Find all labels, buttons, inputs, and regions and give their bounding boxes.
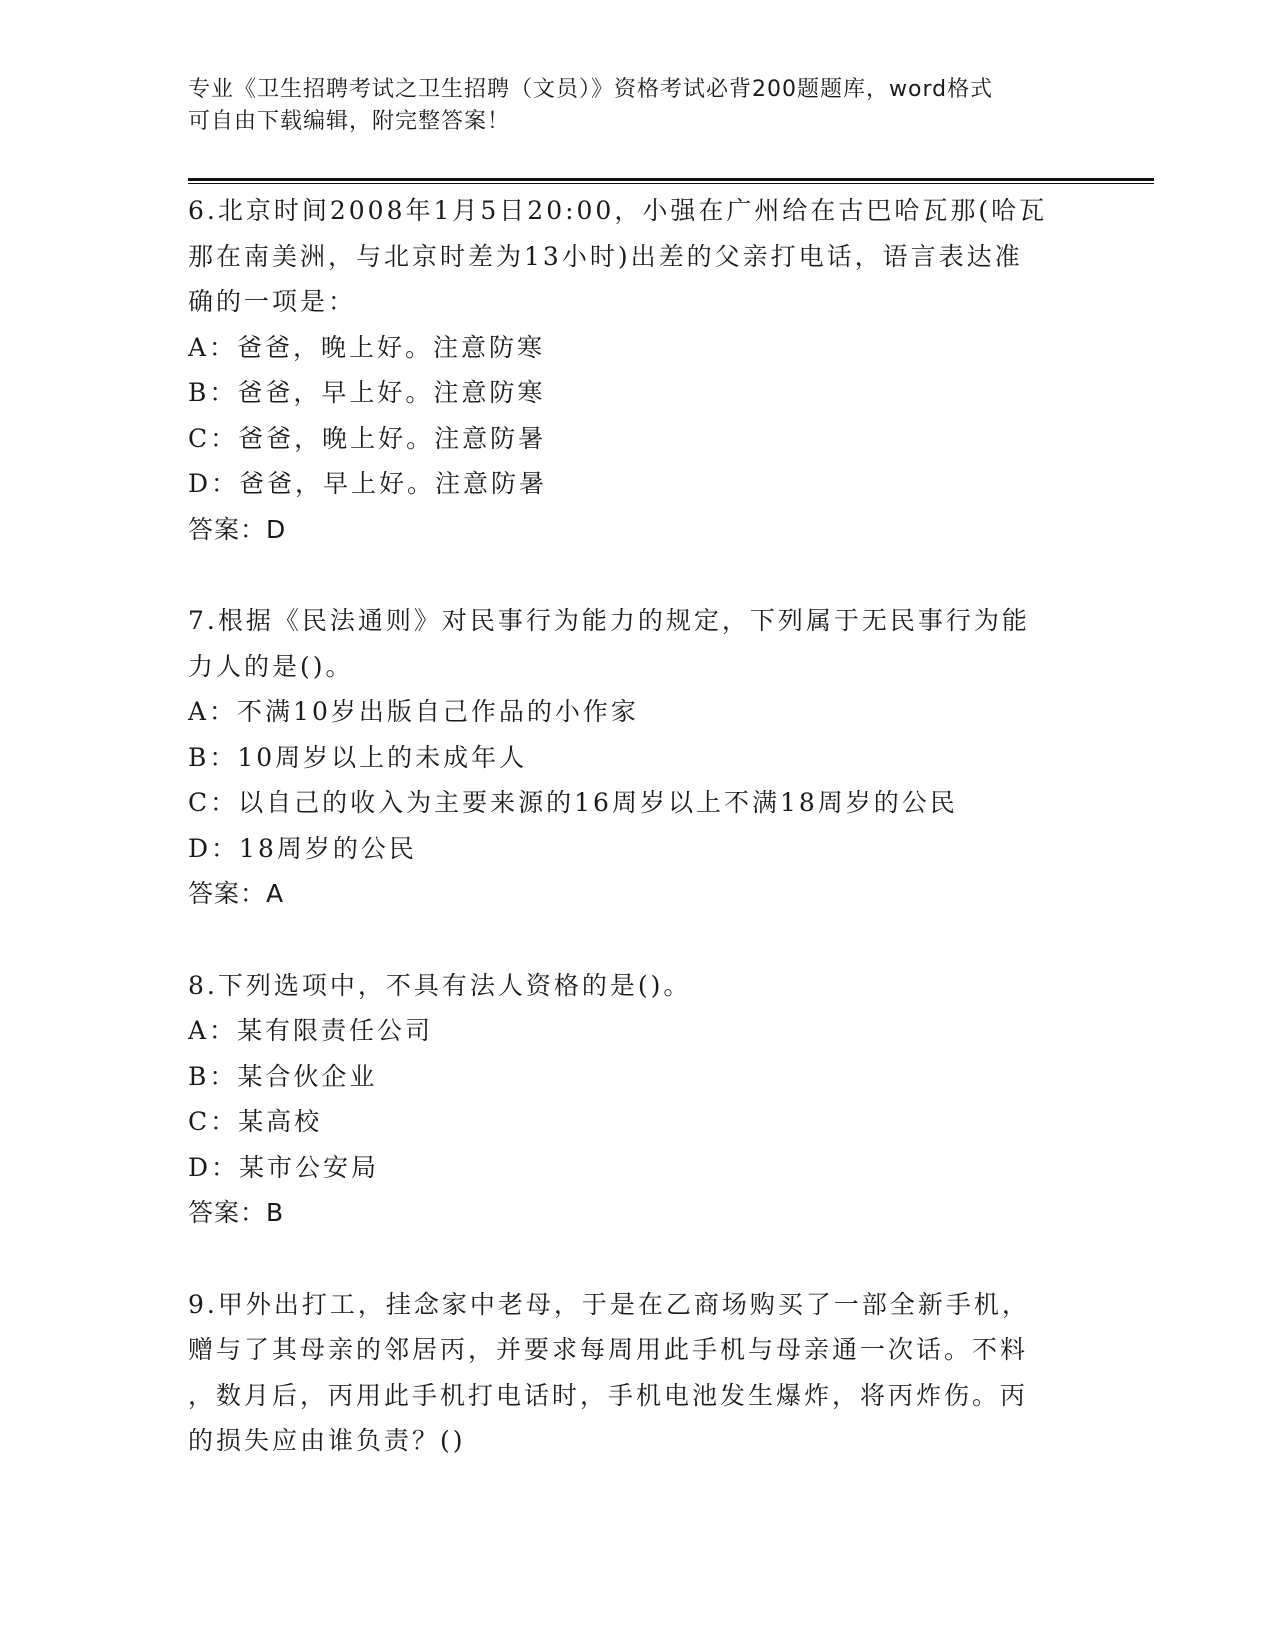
option-d: D：18周岁的公民	[188, 833, 417, 863]
question-stem-line: 的损失应由谁负责？()	[188, 1426, 466, 1455]
question-9	[188, 1282, 1088, 1464]
question-6	[188, 188, 1088, 552]
header-divider-thin	[188, 183, 1154, 184]
header-divider-thick	[188, 178, 1154, 181]
question-stem-line: 确的一项是：	[188, 287, 357, 316]
option-a: A：爸爸，晚上好。注意防寒	[188, 332, 546, 362]
option-a: A：某有限责任公司	[188, 1016, 434, 1045]
question-stem-line: 那在南美洲，与北京时差为13小时)出差的父亲打电话，语言表达准	[188, 241, 1023, 271]
page-header	[188, 74, 1088, 138]
option-a: A：不满10岁出版自己作品的小作家	[188, 697, 639, 726]
option-b: B：10周岁以上的未成年人	[188, 742, 528, 772]
option-d: D：某市公安局	[188, 1152, 380, 1182]
option-c: C：以自己的收入为主要来源的16周岁以上不满18周岁的公民	[188, 788, 958, 817]
option-c: C：爸爸，晚上好。注意防暑	[188, 423, 547, 453]
question-stem-line: 6.北京时间2008年1月5日20:00，小强在广州给在古巴哈瓦那(哈瓦	[188, 196, 1048, 225]
question-stem-line: 赠与了其母亲的邻居丙，并要求每周用此手机与母亲通一次话。不料	[188, 1335, 1029, 1364]
header-line: 可自由下载编辑，附完整答案！	[188, 109, 511, 134]
answer-line: 答案：B	[188, 1198, 285, 1227]
option-d: D：爸爸，早上好。注意防暑	[188, 469, 548, 498]
question-stem-line: 9.甲外出打工，挂念家中老母，于是在乙商场购买了一部全新手机，	[188, 1289, 1030, 1319]
question-stem-line: 力人的是()。	[188, 651, 354, 681]
answer-line: 答案：D	[188, 514, 287, 544]
header-line: 专业《卫生招聘考试之卫生招聘（文员）》资格考试必背200题题库，word格式	[188, 77, 994, 102]
answer-line: 答案：A	[188, 879, 285, 908]
option-b: B：爸爸，早上好。注意防寒	[188, 378, 546, 407]
question-stem-line: 7.根据《民法通则》对民事行为能力的规定，下列属于无民事行为能	[188, 606, 1030, 635]
option-b: B：某合伙企业	[188, 1061, 378, 1091]
question-7	[188, 598, 1088, 917]
question-8	[188, 963, 1088, 1236]
question-stem-line: ，数月后，丙用此手机打电话时，手机电池发生爆炸，将丙炸伤。丙	[188, 1380, 1029, 1410]
question-stem-line: 8.下列选项中，不具有法人资格的是()。	[188, 970, 692, 1000]
option-c: C：某高校	[188, 1107, 323, 1136]
question-list	[188, 188, 1088, 1510]
